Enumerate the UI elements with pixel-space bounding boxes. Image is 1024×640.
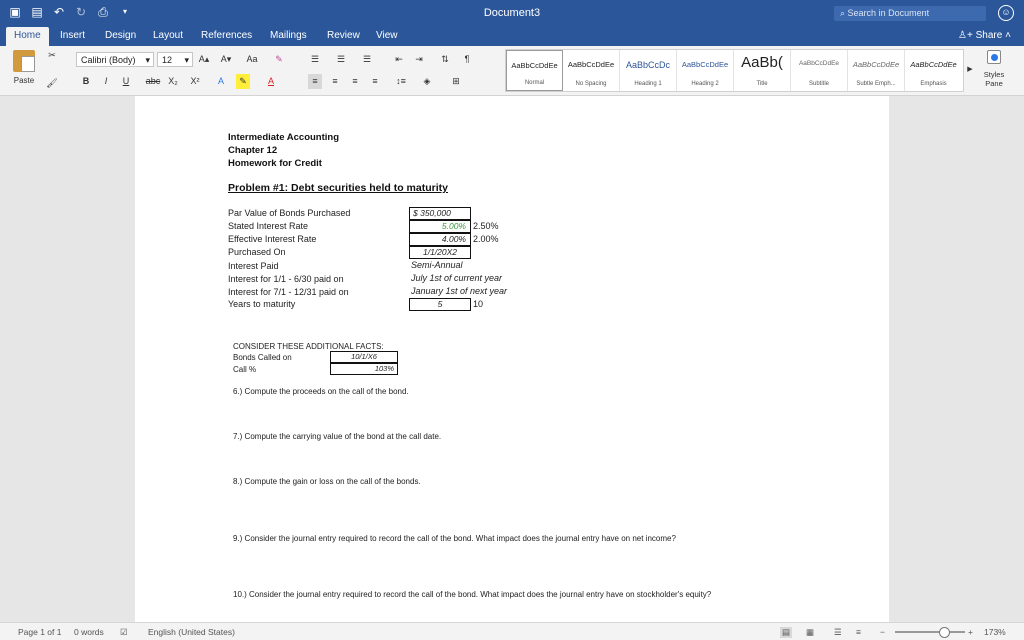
- call-date-cell[interactable]: 10/1/X6: [330, 351, 398, 363]
- row-label: Interest for 7/1 - 12/31 paid on: [228, 287, 349, 297]
- title-bar: [0, 0, 1024, 26]
- word-count[interactable]: 0 words: [74, 627, 104, 637]
- search-placeholder: Search in Document: [847, 8, 930, 18]
- document-canvas[interactable]: [0, 96, 1024, 622]
- clipboard-icon: [13, 50, 35, 72]
- style-name: Normal: [524, 80, 545, 86]
- font-color-icon[interactable]: A: [267, 76, 274, 86]
- font-name-select[interactable]: [76, 52, 154, 67]
- font-size-value: 12: [162, 55, 173, 65]
- call-percent-cell[interactable]: 103%: [330, 363, 398, 375]
- question-7: 7.) Compute the carrying value of the bond at the call date.: [233, 432, 442, 441]
- fact-label: Bonds Called on: [233, 353, 292, 362]
- style-no-spacing[interactable]: [563, 50, 620, 91]
- increase-indent-icon[interactable]: ⇥: [415, 54, 423, 64]
- tab-home[interactable]: Home: [6, 27, 49, 46]
- par-value-cell[interactable]: $ 350,000: [409, 207, 471, 220]
- row-label: Interest Paid: [228, 261, 279, 271]
- zoom-out-icon[interactable]: −: [880, 627, 885, 637]
- question-8: 8.) Compute the gain or loss on the call of the bonds.: [233, 477, 421, 486]
- periods-to-maturity: 10: [473, 299, 484, 309]
- doc-heading-chapter: Chapter 12: [228, 145, 278, 156]
- tab-view[interactable]: View: [376, 30, 398, 41]
- sidebar-toggle-icon[interactable]: ▣: [9, 5, 21, 19]
- row-label: Effective Interest Rate: [228, 234, 317, 244]
- numbering-icon[interactable]: ☰: [336, 54, 346, 64]
- line-spacing-icon[interactable]: ↕≡: [396, 76, 406, 86]
- share-button[interactable]: [958, 30, 1011, 41]
- paragraph-marks-icon[interactable]: ¶: [464, 54, 470, 64]
- ribbon-tabs: [0, 26, 1024, 46]
- problem-title: Problem #1: Debt securities held to maturity: [228, 182, 448, 194]
- fact-label: Call %: [233, 365, 257, 374]
- style-subtle-emphasis[interactable]: [848, 50, 905, 91]
- style-name: Subtle Emph...: [856, 81, 896, 87]
- font-name-value: Calibri (Body): [81, 55, 136, 65]
- style-subtitle[interactable]: [791, 50, 848, 91]
- tab-insert[interactable]: Insert: [60, 30, 86, 41]
- style-heading-1[interactable]: [620, 50, 677, 91]
- style-name: Title: [756, 81, 768, 87]
- styles-pane-icon: [987, 50, 1001, 64]
- clear-formatting-icon[interactable]: ✎: [275, 54, 283, 64]
- proofing-icon[interactable]: ☑: [120, 627, 128, 637]
- bold-button[interactable]: B: [82, 76, 90, 86]
- add-person-icon: ♙+: [958, 30, 976, 41]
- strikethrough-button[interactable]: abc: [145, 76, 161, 86]
- style-heading-2[interactable]: [677, 50, 734, 91]
- doc-heading-assignment: Homework for Credit: [228, 158, 322, 169]
- ribbon: [0, 46, 1024, 96]
- doc-heading-course: Intermediate Accounting: [228, 132, 340, 143]
- align-left-icon[interactable]: ≡: [308, 74, 322, 89]
- print-layout-icon[interactable]: ▤: [782, 627, 791, 637]
- grow-font-icon[interactable]: A▴: [198, 54, 210, 64]
- undo-icon[interactable]: ↶: [53, 5, 65, 19]
- bullets-icon[interactable]: ☰: [310, 54, 320, 64]
- justify-icon[interactable]: ≡: [372, 76, 378, 86]
- stated-rate-semiannual: 2.50%: [473, 221, 499, 231]
- tab-references[interactable]: References: [201, 30, 253, 41]
- style-sample: AaBbCcDdEe: [567, 60, 615, 69]
- shading-icon[interactable]: ◈: [423, 76, 431, 86]
- style-normal[interactable]: [506, 50, 563, 91]
- document-page[interactable]: [135, 96, 889, 622]
- style-sample: AaBb(: [741, 54, 783, 71]
- style-name: No Spacing: [575, 81, 607, 87]
- zoom-slider[interactable]: [895, 631, 965, 633]
- style-name: Heading 1: [634, 81, 662, 87]
- font-size-select[interactable]: [157, 52, 193, 67]
- style-sample: AaBbCcDc: [625, 60, 670, 70]
- search-icon: ⌕: [840, 8, 848, 18]
- chevron-up-icon: ˄: [1005, 30, 1011, 41]
- status-bar: [0, 622, 1024, 640]
- style-name: Subtitle: [808, 81, 829, 87]
- web-layout-icon[interactable]: ▦: [806, 627, 815, 637]
- style-sample: AaBbCcDdEe: [681, 60, 729, 69]
- style-title[interactable]: [734, 50, 791, 91]
- tab-review[interactable]: Review: [327, 30, 360, 41]
- row-label: Interest for 1/1 - 6/30 paid on: [228, 274, 344, 284]
- text-effects-icon[interactable]: A: [217, 76, 224, 86]
- style-sample: AaBbCcDdEe: [852, 60, 900, 69]
- style-name: Heading 2: [691, 81, 719, 87]
- document-title: Document3: [483, 7, 541, 19]
- save-icon[interactable]: ▤: [31, 5, 43, 19]
- align-center-icon[interactable]: ≡: [332, 76, 338, 86]
- print-icon[interactable]: ⎙: [98, 5, 108, 19]
- redo-icon[interactable]: ↻: [75, 5, 87, 19]
- first-half-payment-value: July 1st of current year: [411, 273, 503, 283]
- language-status[interactable]: English (United States): [148, 627, 235, 637]
- styles-pane-button[interactable]: [978, 50, 1010, 92]
- style-sample: AaBbCcDdEe: [910, 60, 957, 69]
- purchase-date-cell[interactable]: 1/1/20X2: [409, 246, 471, 259]
- styles-pane-label: Styles Pane: [983, 70, 1005, 88]
- effective-rate-semiannual: 2.00%: [473, 234, 499, 244]
- zoom-level[interactable]: 173%: [984, 627, 1006, 637]
- superscript-button[interactable]: X²: [190, 76, 200, 86]
- italic-button[interactable]: I: [104, 76, 108, 86]
- second-half-payment-value: January 1st of next year: [411, 286, 508, 296]
- tab-design[interactable]: Design: [105, 30, 137, 41]
- page-count[interactable]: Page 1 of 1: [18, 627, 62, 637]
- underline-button[interactable]: U: [122, 76, 130, 86]
- styles-gallery: [505, 49, 964, 92]
- gallery-expand-icon[interactable]: ▶: [967, 66, 973, 73]
- style-sample: AaBbCcDdEe: [511, 61, 558, 70]
- stated-rate-cell[interactable]: 5.00%: [409, 220, 471, 233]
- tab-layout[interactable]: Layout: [153, 30, 184, 41]
- interest-paid-value: Semi-Annual: [411, 260, 463, 270]
- years-to-maturity-cell[interactable]: 5: [409, 298, 471, 311]
- highlight-icon[interactable]: ✎: [236, 74, 250, 89]
- search-input[interactable]: [834, 6, 986, 21]
- draft-view-icon[interactable]: ≡: [856, 627, 861, 637]
- outline-view-icon[interactable]: ☰: [834, 627, 842, 637]
- align-right-icon[interactable]: ≡: [352, 76, 358, 86]
- style-sample: AaBbCcDdEe: [798, 60, 840, 67]
- chevron-down-icon: ▾: [145, 55, 150, 65]
- style-name: Emphasis: [920, 81, 947, 87]
- chevron-down-icon: ▾: [184, 55, 189, 65]
- feedback-smiley-icon[interactable]: ☺: [998, 5, 1014, 21]
- chevron-down-icon[interactable]: ▾: [122, 7, 127, 16]
- paste-label: Paste: [13, 76, 35, 85]
- question-9: 9.) Consider the journal entry required to record the call of the bond. What impact does the journal entry have on net income?: [233, 534, 676, 543]
- format-painter-icon[interactable]: 🖌: [46, 78, 58, 88]
- share-label: Share: [975, 30, 1003, 41]
- style-emphasis[interactable]: [905, 50, 962, 91]
- change-case-icon[interactable]: Aa: [246, 54, 258, 64]
- row-label: Years to maturity: [228, 299, 296, 309]
- question-6: 6.) Compute the proceeds on the call of the bond.: [233, 387, 409, 396]
- row-label: Par Value of Bonds Purchased: [228, 208, 351, 218]
- cut-icon[interactable]: ✂: [48, 50, 56, 60]
- paste-button[interactable]: [8, 48, 40, 92]
- zoom-in-icon[interactable]: +: [968, 627, 973, 637]
- effective-rate-cell[interactable]: 4.00%: [409, 233, 471, 246]
- question-10: 10.) Consider the journal entry required to record the call of the bond. What impact does the journal entry have on stockholder's equity?: [233, 590, 712, 599]
- tab-mailings[interactable]: Mailings: [270, 30, 307, 41]
- subscript-button[interactable]: X₂: [168, 76, 178, 86]
- decrease-indent-icon[interactable]: ⇤: [395, 54, 403, 64]
- shrink-font-icon[interactable]: A▾: [220, 54, 232, 64]
- multilevel-list-icon[interactable]: ☰: [362, 54, 372, 64]
- row-label: Purchased On: [228, 247, 286, 257]
- row-label: Stated Interest Rate: [228, 221, 309, 231]
- facts-title: CONSIDER THESE ADDITIONAL FACTS:: [233, 342, 384, 351]
- borders-icon[interactable]: ⊞: [452, 76, 460, 86]
- sort-icon[interactable]: ⇅: [441, 54, 449, 64]
